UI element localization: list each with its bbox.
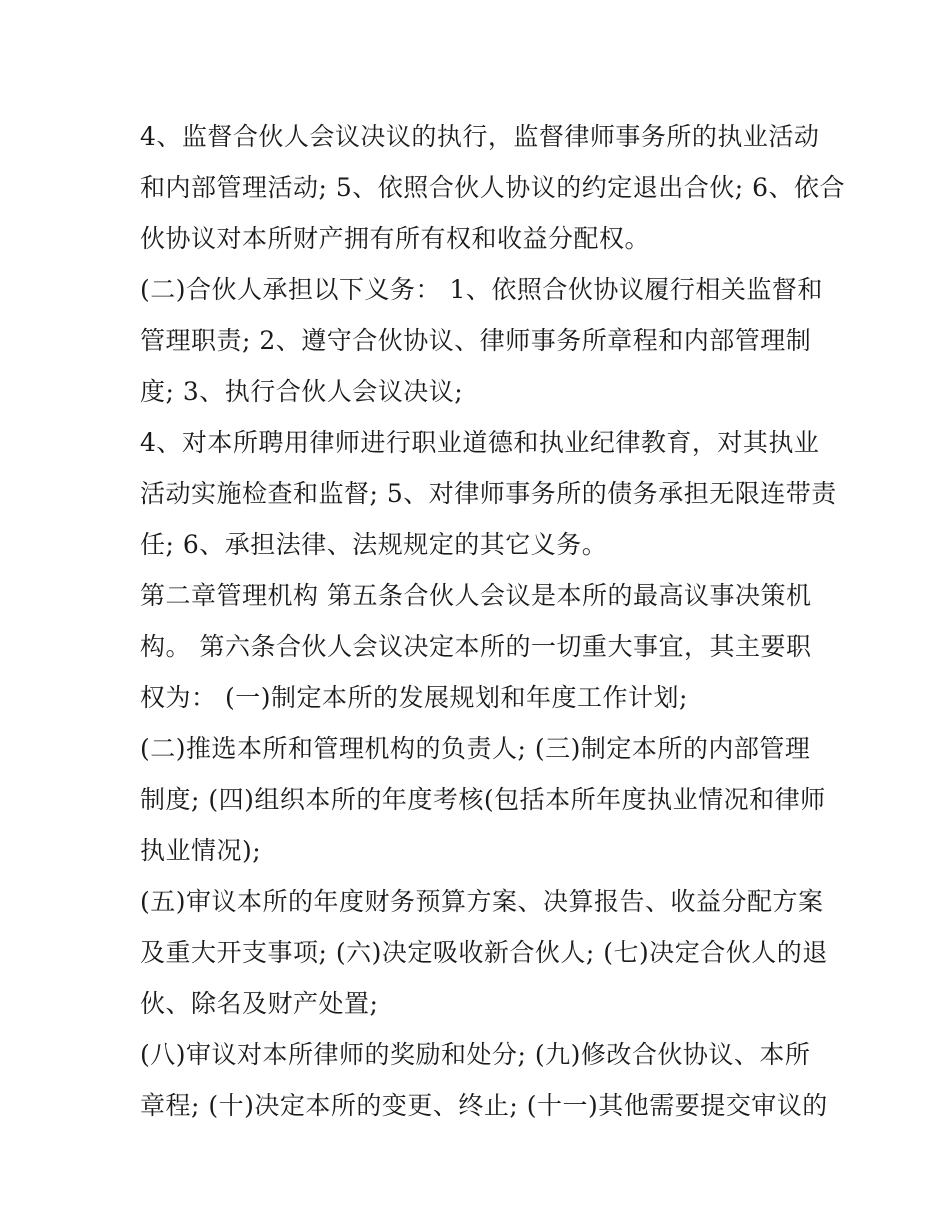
text-line: 和内部管理活动; 5、依照合伙人协议的约定退出合伙; 6、依合: [140, 173, 846, 202]
text-line: 管理职责; 2、遵守合伙协议、律师事务所章程和内部管理制: [140, 326, 812, 355]
text-line: 活动实施检查和监督; 5、对律师事务所的债务承担无限连带责: [140, 479, 837, 508]
text-line: 4、对本所聘用律师进行职业道德和执业纪律教育，对其执业: [140, 428, 820, 457]
text-line: 4、监督合伙人会议决议的执行，监督律师事务所的执业活动: [140, 122, 820, 151]
text-line: (二)合伙人承担以下义务： 1、依照合伙协议履行相关监督和: [140, 275, 823, 304]
text-line: (八)审议对本所律师的奖励和处分; (九)修改合伙协议、本所: [140, 1040, 811, 1069]
text-line: 及重大开支事项; (六)决定吸收新合伙人; (七)决定合伙人的退: [140, 938, 828, 967]
text-line: 第二章管理机构 第五条合伙人会议是本所的最高议事决策机: [140, 581, 812, 610]
text-line: 伙协议对本所财产拥有所有权和收益分配权。: [140, 224, 651, 253]
text-line: (二)推选本所和管理机构的负责人; (三)制定本所的内部管理: [140, 734, 811, 763]
text-line: 执业情况);: [140, 836, 262, 865]
text-line: 任; 6、承担法律、法规规定的其它义务。: [140, 530, 608, 559]
text-line: 度; 3、执行合伙人会议决议;: [140, 377, 464, 406]
text-line: 权为： (一)制定本所的发展规划和年度工作计划;: [140, 683, 688, 712]
document-body: [140, 111, 846, 1131]
text-line: (五)审议本所的年度财务预算方案、决算报告、收益分配方案: [140, 887, 824, 916]
text-line: 构。 第六条合伙人会议决定本所的一切重大事宜，其主要职: [140, 632, 812, 661]
text-line: 制度; (四)组织本所的年度考核(包括本所年度执业情况和律师: [140, 785, 826, 814]
text-line: 章程; (十)决定本所的变更、终止; (十一)其他需要提交审议的: [140, 1091, 828, 1120]
text-line: 伙、除名及财产处置;: [140, 989, 379, 1018]
